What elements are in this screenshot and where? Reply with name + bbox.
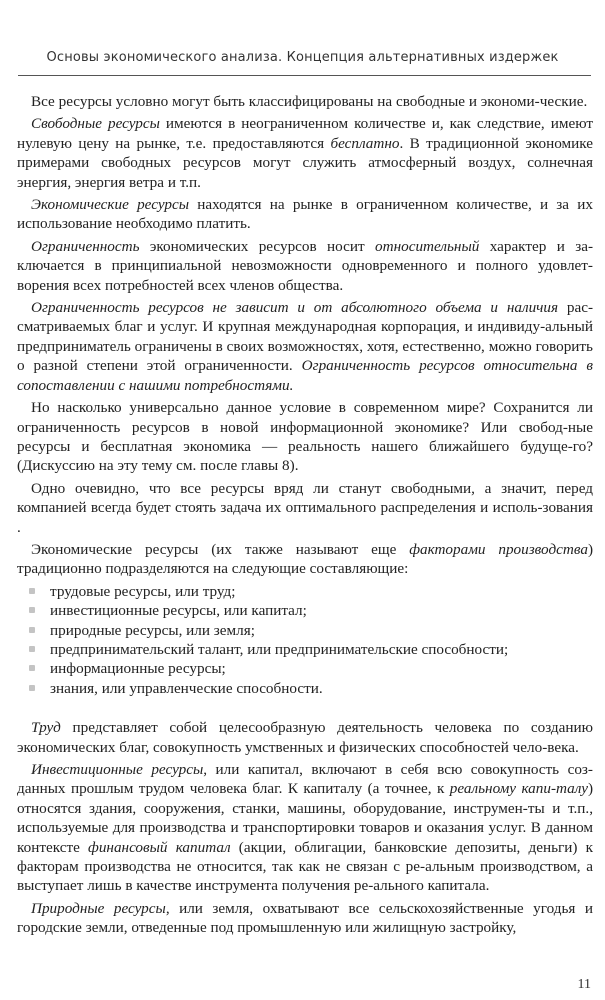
term-labor: Труд <box>31 719 61 737</box>
term-free-resources: Свободные ресурсы <box>31 115 160 133</box>
term-real-capital: реальному капи-талу <box>449 780 588 798</box>
term-relative: относительный <box>375 237 480 255</box>
paragraph-free-resources: Свободные ресурсы имеются в неограниченном количестве и, как следствие, имеют нулевую цену на рынке, т.е. предоставляются бесплатно. В традиционной экономике примерами свободных ресурсов могут служить атмосферный воздух, солнечная энергия, энергия ветра и т.п. <box>17 115 593 191</box>
term-factors-of-production: факторами производства <box>409 540 588 558</box>
term-scarcity-absolute: Ограниченность ресурсов не зависит и от абсолютного объема и наличия <box>31 299 559 317</box>
paragraph-economic-resources: Экономические ресурсы находятся на рынке в ограниченном количестве, и за их использование необходимо платить. <box>17 196 593 233</box>
section-gap <box>17 698 593 718</box>
bullet-icon <box>29 607 35 613</box>
page-body <box>17 92 593 941</box>
list-item: предпринимательский талант, или предпринимательские способности; <box>17 640 593 659</box>
bullet-icon <box>29 588 35 594</box>
term-free: бесплатно <box>330 134 400 152</box>
term-economic-resources: Экономические ресурсы <box>31 196 190 214</box>
page-number: 11 <box>577 977 591 992</box>
list-item: знания, или управленческие способности. <box>17 679 593 698</box>
term-natural-resources: Природные ресурсы <box>31 899 166 917</box>
bullet-icon <box>29 627 35 633</box>
paragraph-scarcity: Ограниченность экономических ресурсов носит относительный характер и за-ключается в принципиальной невозможности одновременного и полного удовлет-ворения всех потребностей всех членов общества. <box>17 237 594 294</box>
list-item: природные ресурсы, или земля; <box>17 621 593 640</box>
header-rule <box>18 75 591 76</box>
term-scarcity-relative: Ограниченность ресурсов относительна в сопоставлении с нашими потребностями. <box>17 357 593 394</box>
bullet-icon <box>29 685 35 691</box>
paragraph-resources-classification: Все ресурсы условно могут быть классифицированы на свободные и экономи-ческие. <box>31 93 588 110</box>
paragraph-labor: Труд представляет собой целесообразную деятельность человека по созданию экономических благ, совокупность умственных и физических способностей чело-века. <box>17 719 593 756</box>
term-financial-capital: финансовый капитал <box>88 838 231 856</box>
list-item: трудовые ресурсы, или труд; <box>17 582 593 601</box>
paragraph-universality: Но насколько универсально данное условие в современном мире? Сохранится ли ограниченность ресурсов в новой информационной экономике? Или свобод-ные ресурсы и бесплатная экономика — реальность нашего ближайшего будуще-го? (Дискуссию на эту тему см. после главы 8). <box>17 399 593 475</box>
paragraph-natural-resources: Природные ресурсы, или земля, охватывают все сельскохозяйственные угодья и городские земли, отведенные под промышленную или жилищную застройку, <box>17 899 593 937</box>
bullet-icon <box>29 646 35 652</box>
running-header: Основы экономического анализа. Концепция альтернативных издержек <box>46 50 559 65</box>
paragraph-scarcity-absolute: Ограниченность ресурсов не зависит и от абсолютного объема и наличия рас-сматриваемых благ и услуг. И крупная международная корпорация, и индивиду-альный предприниматель ограничены в своих возможностях, хотя, естественно, можно говорить о разной степени этой ограниченности. Ограниченность ресурсов относительна в сопоставлении с нашими потребностями. <box>17 299 594 394</box>
paragraph-factors: Экономические ресурсы (их также называют еще факторами производства) традиционно подразделяются на следующие составляющие: <box>17 540 593 578</box>
list-item: информационные ресурсы; <box>17 659 593 678</box>
term-scarcity: Ограниченность <box>31 237 140 255</box>
factors-list <box>17 582 593 698</box>
term-investment-resources: Инвестиционные ресурсы <box>31 761 204 778</box>
list-item: инвестиционные ресурсы, или капитал; <box>17 601 593 620</box>
paragraph-capital: Инвестиционные ресурсы, или капитал, включают в себя всю совокупность соз-данных прошлым трудом человека благ. К капиталу (а точнее, к реальному капи-талу) относятся здания, сооружения, станки, машины, оборудование, инструмен-ты и т.п., используемые для производства и транспортировки товаров и оказания услуг. В данном контексте финансовый капитал (акции, облигации, банковские депозиты, деньги) к факторам производства не относится, так как не связан с ре-альным производством, а выступает лишь в качестве инструмента получения ре-ального капитала. <box>17 761 594 895</box>
paragraph-optimal-allocation: Одно очевидно, что все ресурсы вряд ли станут свободными, а значит, перед компанией всегда будет стоять задача их оптимального распределения и исполь-зования . <box>17 479 593 536</box>
bullet-icon <box>29 665 35 671</box>
